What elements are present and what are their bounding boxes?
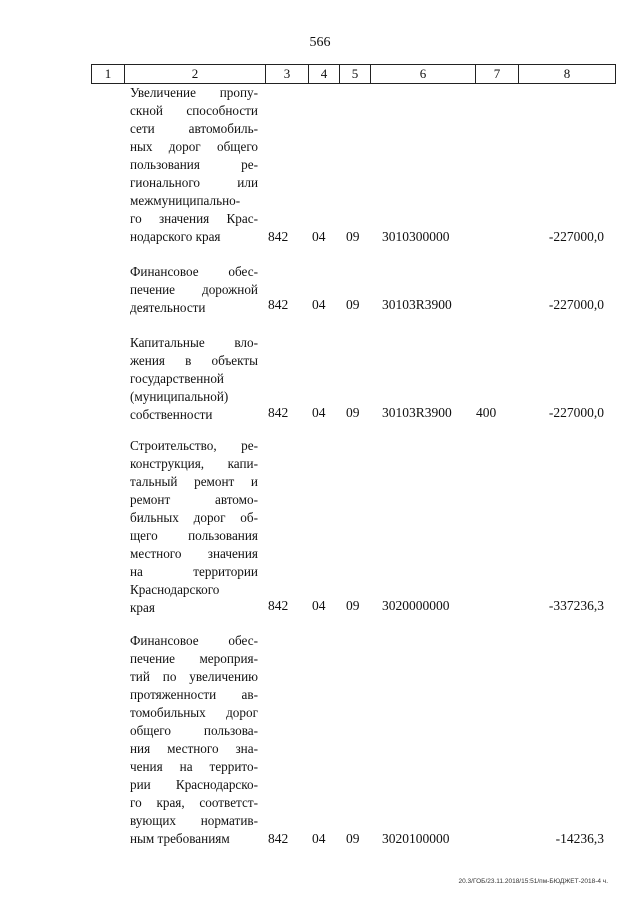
col6-value: 30103R3900	[382, 405, 452, 420]
column-header-6: 6	[371, 65, 476, 84]
col5-value: 09	[346, 831, 360, 846]
col3-value: 842	[268, 229, 289, 244]
col7-value: 400	[476, 405, 497, 420]
description-line: (муниципальной)	[130, 389, 229, 404]
row-description	[130, 437, 258, 617]
col3-value: 842	[268, 405, 289, 420]
description-line: местного значения	[130, 546, 258, 561]
row-description	[130, 632, 258, 848]
col3-value: 842	[268, 297, 289, 312]
description-line: собственности	[130, 407, 213, 422]
description-line: рии Краснодарско-	[130, 777, 258, 792]
description-line: протяженности ав-	[130, 687, 258, 702]
col5-value: 09	[346, 598, 360, 613]
description-line: нодарского края	[130, 229, 221, 244]
column-header-3: 3	[266, 65, 309, 84]
row-description	[130, 334, 258, 424]
column-header-8: 8	[519, 65, 616, 84]
description-line: щего пользования	[130, 528, 258, 543]
description-line: скной способности	[130, 103, 258, 118]
description-line: жения в объекты	[130, 353, 258, 368]
description-line: пользования ре-	[130, 157, 258, 172]
column-header-4: 4	[309, 65, 340, 84]
description-line: вующих норматив-	[130, 813, 258, 828]
description-line: Капитальные вло-	[130, 335, 258, 350]
description-line: сети автомобиль-	[130, 121, 258, 136]
description-line: межмуниципально-	[130, 193, 241, 208]
col6-value: 30103R3900	[382, 297, 452, 312]
col3-value: 842	[268, 831, 289, 846]
col6-value: 3010300000	[382, 229, 450, 244]
footer-stamp: 20.3/ГОБ/23.11.2018/15:51/пм-БЮДЖЕТ-2018-4 ч.	[458, 878, 608, 885]
description-line: тий по увеличению	[130, 669, 258, 684]
description-line: деятельности	[130, 300, 206, 315]
description-line: Финансовое обес-	[130, 633, 258, 648]
description-line: конструкция, капи-	[130, 456, 258, 471]
col5-value: 09	[346, 297, 360, 312]
column-header-1: 1	[92, 65, 125, 84]
description-line: ремонт автомо-	[130, 492, 258, 507]
description-line: ным требованиям	[130, 831, 230, 846]
description-line: Финансовое обес-	[130, 264, 258, 279]
col8-value: -227000,0	[548, 405, 604, 420]
col4-value: 04	[312, 297, 326, 312]
col6-value: 3020000000	[382, 598, 450, 613]
col4-value: 04	[312, 405, 326, 420]
col8-value: -337236,3	[548, 598, 604, 613]
col8-value: -227000,0	[548, 297, 604, 312]
description-line: го края, соответст-	[130, 795, 258, 810]
col8-value: -227000,0	[548, 229, 604, 244]
description-line: тальный ремонт и	[130, 474, 258, 489]
col8-value: -14236,3	[555, 831, 604, 846]
row-description	[130, 84, 258, 246]
col4-value: 04	[312, 598, 326, 613]
description-line: гионального или	[130, 175, 258, 190]
description-line: бильных дорог об-	[130, 510, 258, 525]
col3-value: 842	[268, 598, 289, 613]
description-line: томобильных дорог	[130, 705, 258, 720]
description-line: печение дорожной	[130, 282, 258, 297]
description-line: ных дорог общего	[130, 139, 258, 154]
description-line: на территории	[130, 564, 258, 579]
description-line: чения на террито-	[130, 759, 258, 774]
page-number: 566	[309, 35, 331, 50]
col4-value: 04	[312, 831, 326, 846]
row-description	[130, 263, 258, 317]
description-line: Увеличение пропу-	[130, 85, 258, 100]
column-header-row	[91, 64, 616, 84]
description-line: государственной	[130, 371, 224, 386]
description-line: края	[130, 600, 155, 615]
col4-value: 04	[312, 229, 326, 244]
column-header-2: 2	[125, 65, 266, 84]
col5-value: 09	[346, 405, 360, 420]
description-line: го значения Крас-	[130, 211, 258, 226]
description-line: общего пользова-	[130, 723, 258, 738]
col6-value: 3020100000	[382, 831, 450, 846]
column-header-7: 7	[476, 65, 519, 84]
description-line: Краснодарского	[130, 582, 220, 597]
col5-value: 09	[346, 229, 360, 244]
description-line: ния местного зна-	[130, 741, 258, 756]
description-line: Строительство, ре-	[130, 438, 258, 453]
description-line: печение мероприя-	[130, 651, 258, 666]
column-header-5: 5	[340, 65, 371, 84]
